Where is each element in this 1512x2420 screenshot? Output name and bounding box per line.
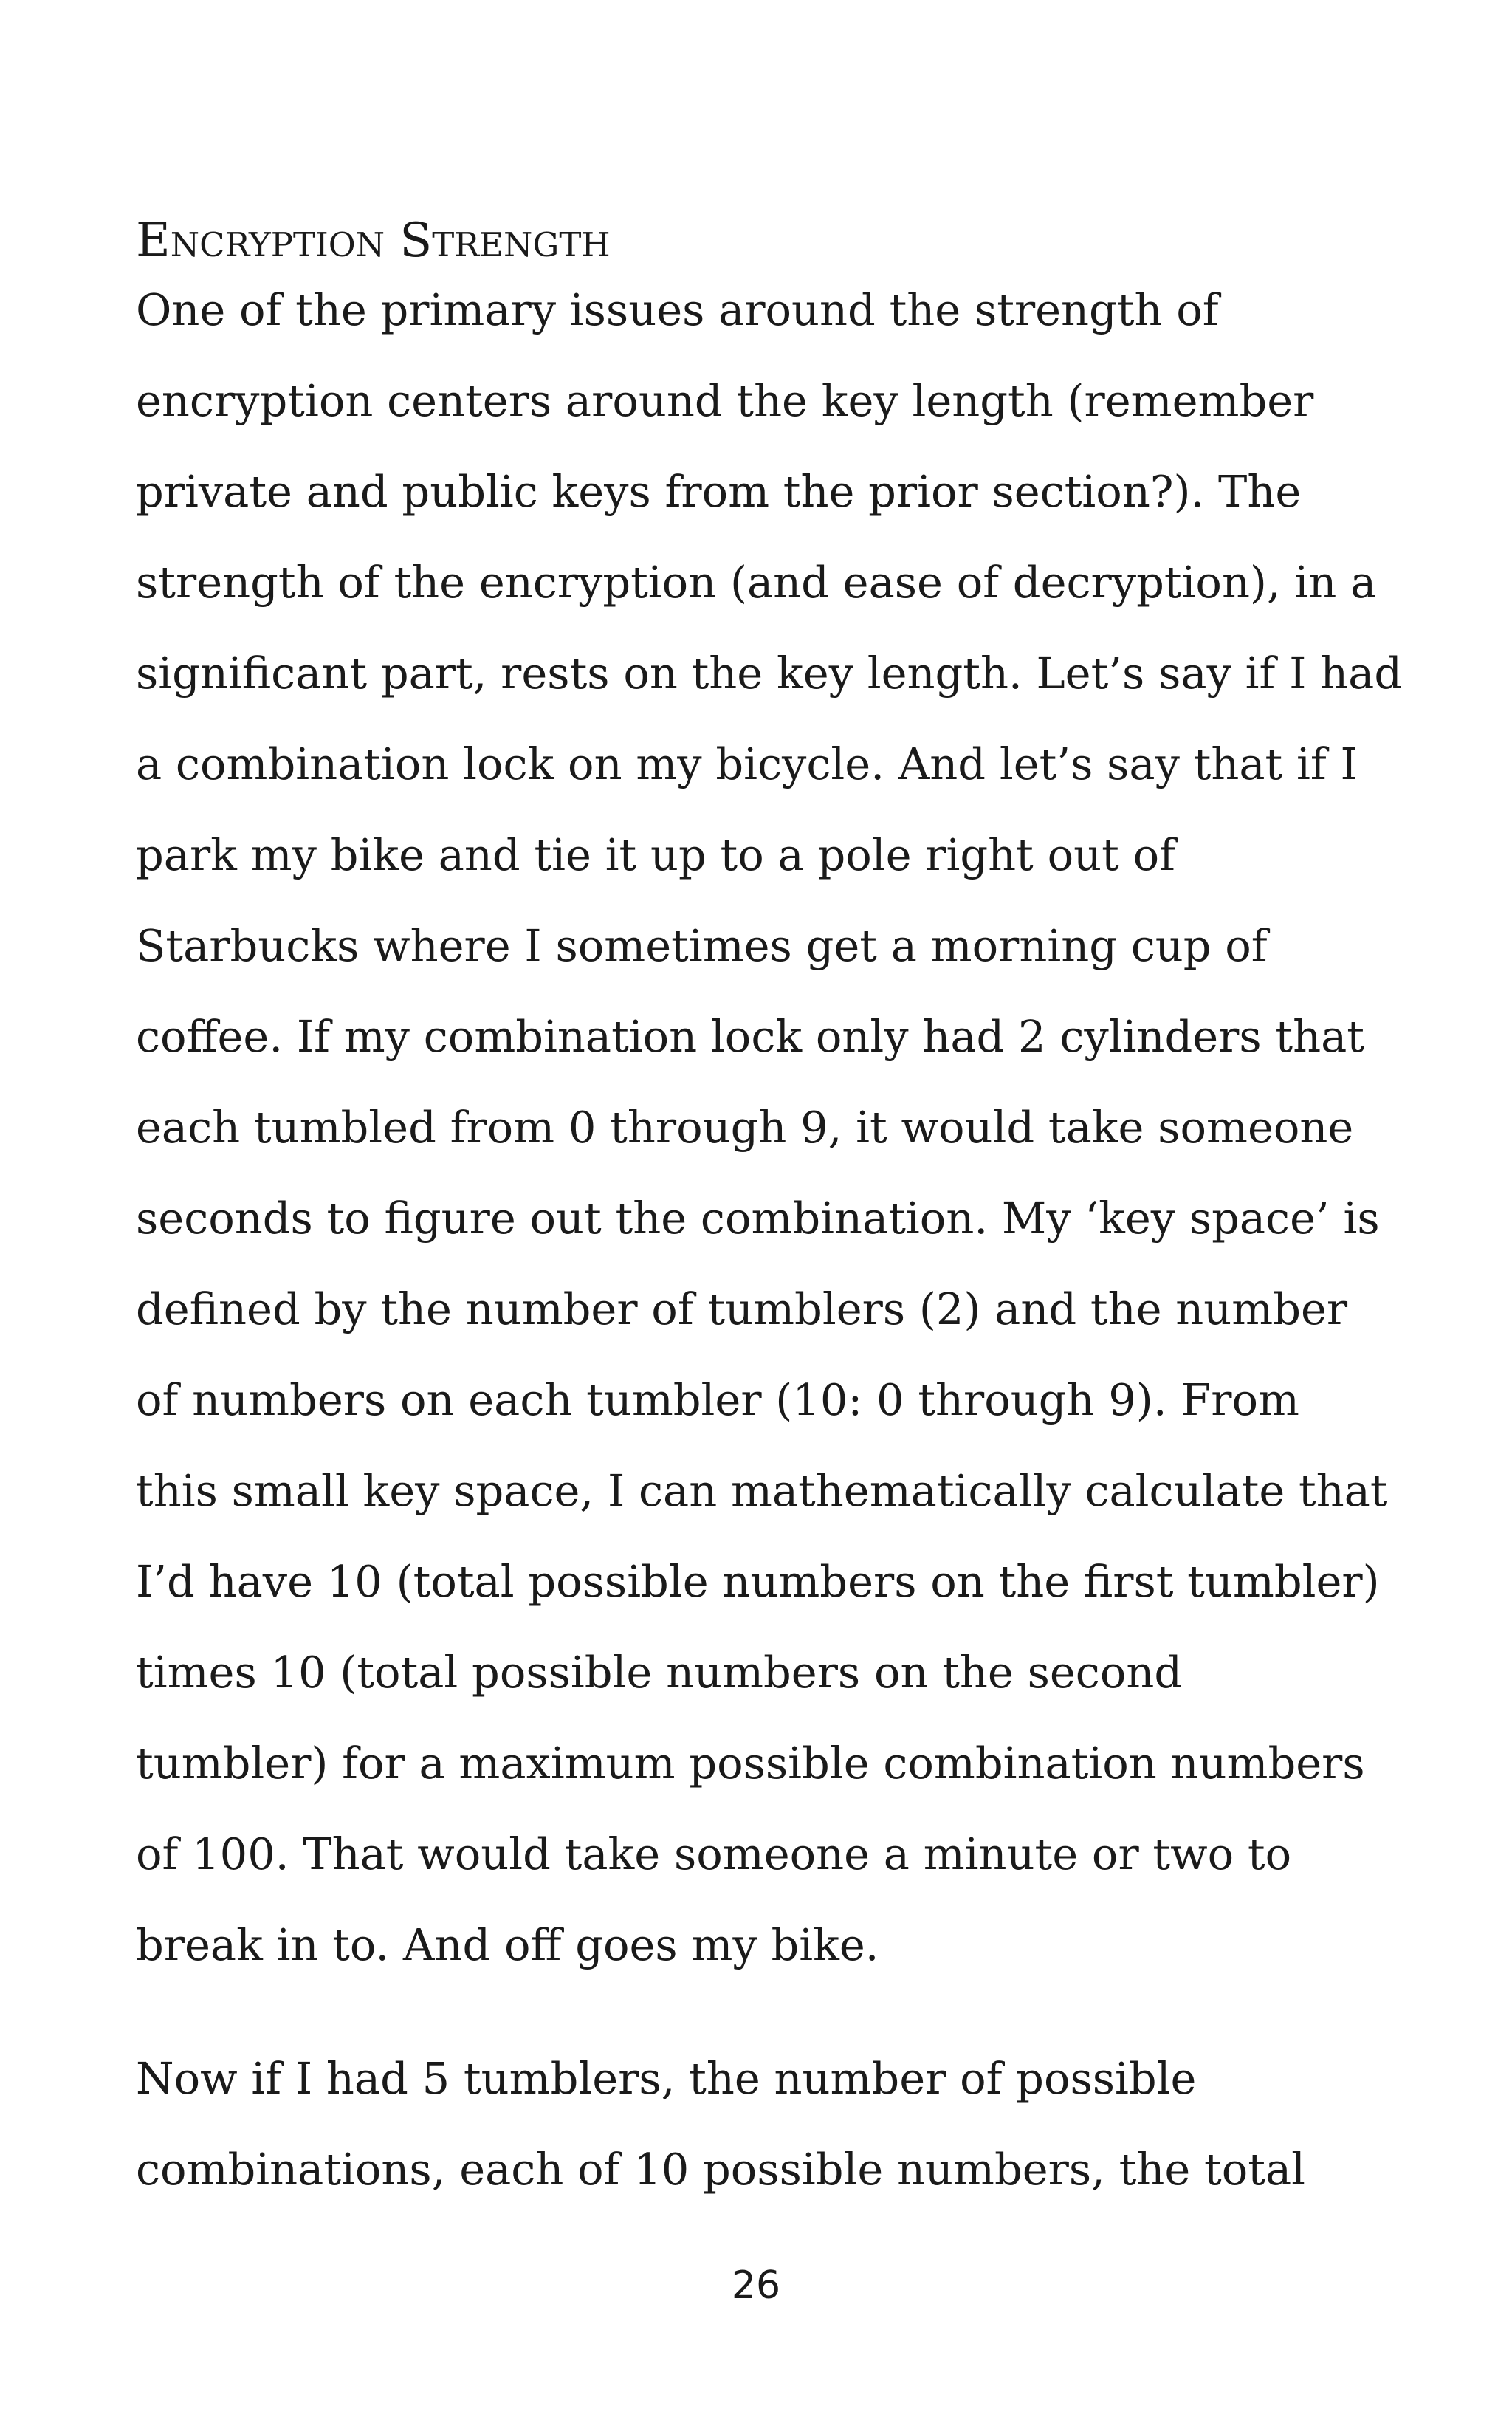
text-line: encryption centers around the key length (remember xyxy=(136,375,1314,426)
text-line: significant part, rests on the key length. Let’s say if I had xyxy=(136,648,1403,699)
section-heading: Encryption Strength xyxy=(136,213,611,268)
page-number: 26 xyxy=(731,2263,781,2308)
text-line: break in to. And off goes my bike. xyxy=(136,1919,879,1970)
text-line: times 10 (total possible numbers on the second xyxy=(136,1647,1183,1698)
text-line: One of the primary issues around the strength of xyxy=(136,284,1219,335)
text-line: seconds to figure out the combination. My ‘key space’ is xyxy=(136,1193,1380,1244)
text-line: each tumbled from 0 through 9, it would take someone xyxy=(136,1102,1354,1153)
text-line: this small key space, I can mathematically calculate that xyxy=(136,1465,1388,1516)
text-line: defined by the number of tumblers (2) and the number xyxy=(136,1283,1348,1334)
text-line: park my bike and tie it up to a pole right out of xyxy=(136,829,1175,880)
text-line: private and public keys from the prior section?). The xyxy=(136,466,1302,517)
text-line: of 100. That would take someone a minute or two to xyxy=(136,1828,1292,1879)
text-line: I’d have 10 (total possible numbers on the first tumbler) xyxy=(136,1556,1380,1607)
text-line: combinations, each of 10 possible numbers, the total xyxy=(136,2144,1306,2195)
text-line: coffee. If my combination lock only had 2 cylinders that xyxy=(136,1011,1364,1062)
text-line: tumbler) for a maximum possible combination numbers xyxy=(136,1738,1365,1789)
text-line: Starbucks where I sometimes get a morning cup of xyxy=(136,920,1268,971)
text-line: strength of the encryption (and ease of decryption), in a xyxy=(136,557,1377,608)
text-line: of numbers on each tumbler (10: 0 through 9). From xyxy=(136,1374,1299,1425)
text-line: a combination lock on my bicycle. And let’s say that if I xyxy=(136,738,1358,789)
text-line: Now if I had 5 tumblers, the number of possible xyxy=(136,2053,1197,2104)
